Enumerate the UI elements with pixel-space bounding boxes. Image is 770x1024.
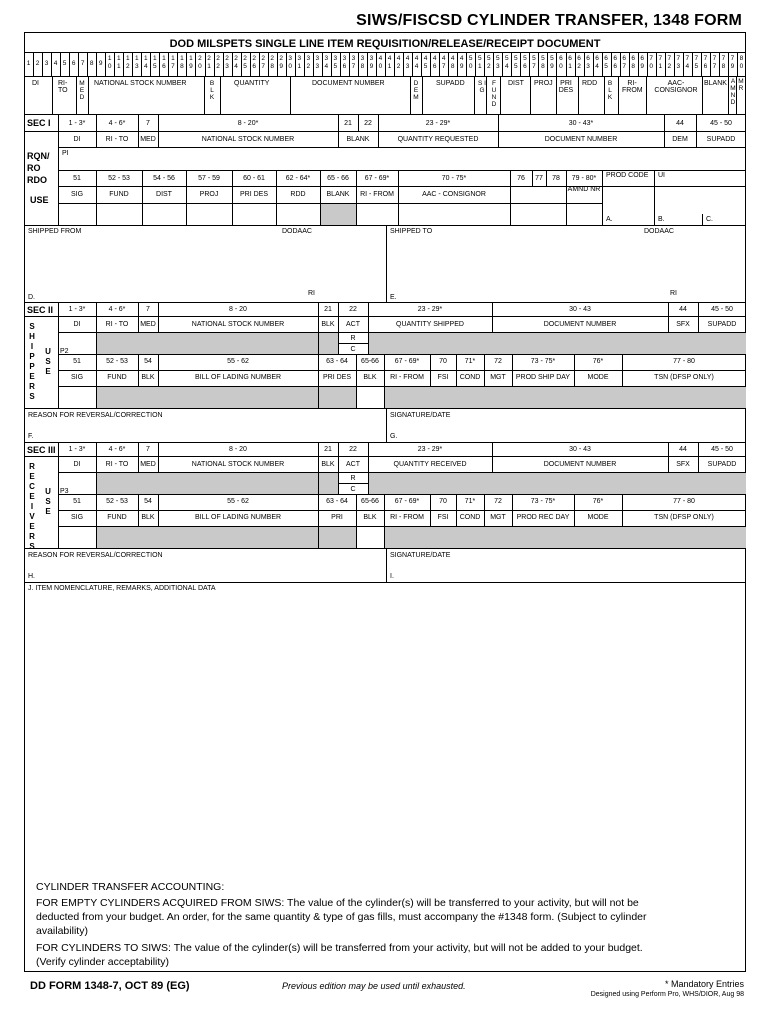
sec2-r3-f: 65-66 — [361, 358, 379, 365]
column-number: 3 — [44, 60, 49, 67]
sec2-r4-e: PRI DES — [322, 374, 351, 381]
column-number: 2 2 — [216, 55, 220, 70]
sec3-r2-c: MED — [140, 461, 156, 468]
s1r3-a: 51 — [73, 175, 81, 182]
sec3-use: U S E — [45, 487, 51, 516]
column-number: 3 1 — [297, 55, 302, 70]
column-number: 7 7 — [712, 55, 717, 70]
sec2-r3-a: 51 — [73, 358, 81, 365]
hdr-ri-from: RI- FROM — [622, 80, 643, 94]
sec2-r4-h: FSI — [437, 374, 449, 381]
column-number: 4 4 — [414, 55, 419, 70]
column-number: 6 1 — [568, 55, 572, 70]
column-number: 4 — [53, 60, 58, 67]
column-number: 2 — [35, 60, 40, 67]
column-number: 4 2 — [396, 55, 401, 70]
sec1-pi: PI — [62, 150, 69, 157]
sec2-r3-h: 70 — [439, 358, 447, 365]
edition-note: Previous edition may be used until exhausted. — [282, 981, 466, 991]
column-number: 5 4 — [505, 55, 509, 70]
sec2-label: SEC II — [27, 305, 54, 315]
sec3-r4-m: TSN (DFSP ONLY) — [654, 514, 714, 521]
sec2-r4-i: COND — [459, 374, 481, 381]
sec2-r1-h: 30 - 43 — [569, 306, 591, 313]
sec3-r3-b: 52 - 53 — [106, 498, 128, 505]
sec2-r1-d: 8 - 20 — [229, 306, 247, 313]
column-number: 7 6 — [703, 55, 708, 70]
sec3-i: I. — [390, 573, 394, 580]
sec2-r3-g: 67 - 69* — [394, 358, 420, 365]
column-number: 6 2 — [577, 55, 581, 70]
shipped-to: SHIPPED TO — [390, 228, 433, 235]
sec2-r3-k: 73 - 75* — [530, 358, 556, 365]
column-number: 1 4 — [144, 55, 148, 70]
column-number: 5 1 — [477, 55, 482, 70]
column-number: 6 7 — [622, 55, 626, 70]
sec2-g: G. — [390, 433, 398, 440]
hdr-ri-to: RI-TO — [58, 80, 68, 94]
s1r3-n: PROD CODE — [606, 172, 649, 179]
s1r4-h: RI - FROM — [360, 191, 394, 198]
column-number: 3 8 — [360, 55, 365, 70]
sec2-c-label: C — [350, 346, 356, 353]
s1r3-l: 78 — [552, 175, 560, 182]
s1r4-f: RDD — [290, 191, 306, 198]
s1r2-a: DI — [73, 136, 81, 143]
column-number: 5 5 — [514, 55, 518, 70]
column-number: 1 9 — [189, 55, 193, 70]
sec2-r1-b: 4 - 6* — [108, 306, 126, 313]
sec3-r1-c: 7 — [146, 446, 150, 453]
column-number: 6 3 — [586, 55, 590, 70]
column-number: 5 9 — [550, 55, 554, 70]
sec3-r4-l: MODE — [587, 514, 609, 521]
remarks-label: J. ITEM NOMENCLATURE, REMARKS, ADDITIONAL DATA — [28, 585, 216, 592]
sec2-r4-m: TSN (DFSP ONLY) — [654, 374, 714, 381]
s1r1-a: 1 - 3* — [68, 120, 86, 127]
sec1-use: USE — [30, 195, 49, 205]
s1r3-k: 77 — [535, 175, 543, 182]
shipped-from: SHIPPED FROM — [28, 228, 82, 235]
sec3-r3-c: 54 — [144, 498, 152, 505]
sec2-r3-b: 52 - 53 — [106, 358, 128, 365]
s1-b: B. — [658, 216, 665, 223]
sec3-r2-a: DI — [73, 461, 81, 468]
sec3-r4-e: PRI — [331, 514, 343, 521]
s1r3-j: 76 — [517, 175, 525, 182]
column-number: 6 — [71, 60, 76, 67]
sec3-r1-a: 1 - 3* — [68, 446, 86, 453]
column-number: 5 3 — [495, 55, 500, 70]
sec3-r4-f: BLK — [363, 514, 377, 521]
sec3-side: R E C E I V E R S — [29, 462, 35, 551]
s1r1-i: 44 — [676, 120, 684, 127]
column-number: 3 2 — [306, 55, 311, 70]
sec2-r4-a: SIG — [70, 374, 84, 381]
sec2-r4-d: BILL OF LADING NUMBER — [194, 374, 282, 381]
sec3-r3-g: 67 - 69* — [394, 498, 420, 505]
column-number: 2 0 — [198, 55, 202, 70]
sec2-r2-f: ACT — [346, 321, 360, 328]
column-number: 6 9 — [640, 55, 644, 70]
column-number: 7 — [80, 60, 85, 67]
sec2-r3-d: 55 - 62 — [227, 358, 249, 365]
column-number: 1 0 — [107, 55, 112, 70]
sec2-r2-a: DI — [73, 321, 81, 328]
column-number: 7 5 — [694, 55, 699, 70]
s1r1-e: 21 — [344, 120, 352, 127]
sec2-r4-c: BLK — [141, 374, 155, 381]
sec2-r1-c: 7 — [146, 306, 150, 313]
column-number: 3 9 — [369, 55, 374, 70]
sec3-r1-b: 4 - 6* — [108, 446, 126, 453]
sec3-r2-g: QUANTITY RECEIVED — [393, 461, 467, 468]
sec2-r4-l: MODE — [587, 374, 609, 381]
s1r4-e: PRI DES — [239, 191, 268, 198]
s1r4-m: AMND NR — [567, 186, 601, 193]
sec2-r2-c: MED — [140, 321, 156, 328]
hdr-sig: S I G — [478, 80, 486, 94]
column-number: 2 8 — [270, 55, 274, 70]
column-number: 2 1 — [207, 55, 211, 70]
s1-shaded-blank — [320, 203, 356, 225]
hdr-blank: BLANK — [704, 80, 727, 87]
sec3-signature: SIGNATURE/DATE — [390, 552, 451, 559]
sec3-r3-j: 72 — [494, 498, 502, 505]
shipped-d: D. — [28, 294, 35, 301]
sec2-r3-j: 72 — [494, 358, 502, 365]
column-number: 8 0 — [739, 55, 744, 70]
column-number: 2 9 — [279, 55, 283, 70]
hdr-aac-consignor: AAC- CONSIGNOR — [654, 80, 698, 94]
sec3-r1-j: 45 - 50 — [711, 446, 733, 453]
s1r3-c: 54 - 56 — [153, 175, 175, 182]
s1r3-o: UI — [658, 172, 665, 179]
column-number: 4 8 — [450, 55, 455, 70]
column-number: 3 0 — [288, 55, 293, 70]
sec2-r1-j: 45 - 50 — [711, 306, 733, 313]
s1r3-d: 57 - 59 — [198, 175, 220, 182]
column-number: 6 0 — [559, 55, 563, 70]
sec3-r3-i: 71* — [464, 498, 476, 505]
column-number: 5 — [62, 60, 67, 67]
sec3-r2-f: ACT — [346, 461, 360, 468]
sec2-r2-d: NATIONAL STOCK NUMBER — [191, 321, 285, 328]
hdr-fund: F U N D — [491, 80, 497, 108]
column-number: 9 — [98, 60, 103, 67]
column-number: 4 7 — [441, 55, 446, 70]
sec3-r1-d: 8 - 20 — [229, 446, 247, 453]
acc-p1c: availability) — [36, 925, 88, 937]
s1r2-e: BLANK — [346, 136, 370, 143]
column-number: 4 5 — [423, 55, 428, 70]
sec3-r3-l: 76* — [592, 498, 604, 505]
column-number: 5 6 — [523, 55, 527, 70]
shipped-to-dodaac: DODAAC — [644, 228, 674, 235]
sec2-r2-j: SUPADD — [707, 321, 737, 328]
sec3-r2-i: SFX — [676, 461, 690, 468]
column-number: 3 4 — [324, 55, 329, 70]
sec3-r3-e: 63 - 64 — [326, 498, 348, 505]
sec2-r-label: R — [350, 335, 356, 342]
sec3-r4-c: BLK — [141, 514, 155, 521]
s1r1-d: 8 - 20* — [237, 120, 259, 127]
column-number: 5 0 — [468, 55, 473, 70]
column-number: 1 8 — [180, 55, 184, 70]
sec3-r2-d: NATIONAL STOCK NUMBER — [191, 461, 285, 468]
shipped-from-ri: RI — [308, 290, 315, 297]
hdr-dem: D E M — [413, 80, 419, 101]
s1r1-g: 23 - 29* — [425, 120, 451, 127]
s1r3-m: 79 - 80* — [571, 175, 597, 182]
hdr-nsn: NATIONAL STOCK NUMBER — [94, 80, 187, 87]
column-number: 7 8 — [721, 55, 726, 70]
hdr-blk: B L K — [209, 80, 215, 101]
sec3-reason: REASON FOR REVERSAL/CORRECTION — [28, 552, 163, 559]
s1r2-g: QUANTITY REQUESTED — [397, 136, 479, 143]
sec2-r4-g: RI - FROM — [390, 374, 424, 381]
sec2-use: U S E — [45, 347, 51, 376]
s1r2-d: NATIONAL STOCK NUMBER — [201, 136, 295, 143]
sec2-r2-i: SFX — [676, 321, 690, 328]
sec3-c-label: C — [350, 486, 356, 493]
hdr-rdd: RDD — [582, 80, 598, 87]
s1r1-h: 30 - 43* — [568, 120, 594, 127]
sec2-r1-e: 21 — [324, 306, 332, 313]
sec3-r1-g: 23 - 29* — [417, 446, 443, 453]
column-number: 3 6 — [342, 55, 347, 70]
sec3-r4-b: FUND — [107, 514, 127, 521]
hdr-proj: PROJ — [534, 80, 553, 87]
sec2-f: F. — [28, 433, 34, 440]
sec3-r4-a: SIG — [70, 514, 84, 521]
sec2-r2-b: RI - TO — [105, 321, 129, 328]
column-number: 4 3 — [405, 55, 410, 70]
s1r3-g: 65 - 66 — [327, 175, 349, 182]
hdr-doc-number: DOCUMENT NUMBER — [312, 80, 385, 87]
column-number: 7 3 — [676, 55, 681, 70]
column-number: 3 7 — [351, 55, 356, 70]
column-number: 7 2 — [667, 55, 672, 70]
hdr-mr: M R — [738, 78, 744, 92]
designed-note: Designed using Perform Pro, WHS/DIOR, Aug 98 — [590, 991, 744, 998]
sec3-r2-e: BLK — [321, 461, 335, 468]
column-number: 2 7 — [261, 55, 265, 70]
hdr-blk2: B L K — [607, 80, 613, 101]
sec3-r1-f: 22 — [349, 446, 357, 453]
s1r1-c: 7 — [146, 120, 150, 127]
s1r3-i: 70 - 75* — [441, 175, 467, 182]
column-number: 2 6 — [252, 55, 256, 70]
s1r4-g: BLANK — [326, 191, 350, 198]
sec3-p: P3 — [60, 488, 69, 495]
sec3-r3-f: 65-66 — [361, 498, 379, 505]
column-number: 1 2 — [125, 55, 130, 70]
s1r1-j: 45 - 50 — [710, 120, 732, 127]
sec2-r3-l: 76* — [592, 358, 604, 365]
s1r2-b: RI - TO — [105, 136, 129, 143]
column-number: 7 4 — [685, 55, 690, 70]
column-number: 2 5 — [243, 55, 247, 70]
sec3-r3-k: 73 - 75* — [530, 498, 556, 505]
column-number: 6 8 — [631, 55, 635, 70]
sec2-r2-h: DOCUMENT NUMBER — [543, 321, 617, 328]
sec3-r3-h: 70 — [439, 498, 447, 505]
s1r4-d: PROJ — [199, 191, 219, 198]
sec2-r4-b: FUND — [107, 374, 127, 381]
acc-heading: CYLINDER TRANSFER ACCOUNTING: — [36, 881, 225, 893]
sec2-r4-k: PROD SHIP DAY — [515, 374, 571, 381]
s1r4-i: AAC - CONSIGNOR — [422, 191, 486, 198]
column-number: 4 0 — [378, 55, 383, 70]
column-number: 1 3 — [134, 55, 139, 70]
column-number: 1 5 — [153, 55, 157, 70]
sec2-side: S H I P P E R S — [29, 322, 35, 401]
column-number: 5 8 — [541, 55, 545, 70]
sec3-r3-a: 51 — [73, 498, 81, 505]
s1r2-c: MED — [140, 136, 156, 143]
s1r2-i: DEM — [672, 136, 688, 143]
s1r2-h: DOCUMENT NUMBER — [544, 136, 618, 143]
shipped-e: E. — [390, 294, 397, 301]
s1r3-h: 67 - 69* — [364, 175, 390, 182]
sec3-r2-h: DOCUMENT NUMBER — [543, 461, 617, 468]
sec2-r2-g: QUANTITY SHIPPED — [396, 321, 464, 328]
sec2-p: P2 — [60, 348, 69, 355]
sec2-r1-i: 44 — [679, 306, 687, 313]
sec2-r3-c: 54 — [144, 358, 152, 365]
form-number: DD FORM 1348-7, OCT 89 (EG) — [30, 980, 190, 992]
sec3-r3-m: 77 - 80 — [673, 498, 695, 505]
column-number: 6 4 — [595, 55, 599, 70]
s1r4-b: FUND — [109, 191, 129, 198]
acc-p1a: FOR EMPTY CYLINDERS ACQUIRED FROM SIWS: The value of the cylinder(s) will be transferred to your activity, but will not be — [36, 897, 639, 909]
s1r3-f: 62 - 64* — [285, 175, 311, 182]
acc-p2b: (Verify cylinder acceptability) — [36, 956, 170, 968]
column-number: 6 5 — [604, 55, 608, 70]
column-number: 3 5 — [333, 55, 338, 70]
s1r1-b: 4 - 6* — [108, 120, 126, 127]
sec3-r3-d: 55 - 62 — [227, 498, 249, 505]
shipped-to-ri: RI — [670, 290, 677, 297]
column-number: 7 0 — [649, 55, 654, 70]
column-number: 6 6 — [613, 55, 617, 70]
hdr-supadd: SUPADD — [436, 80, 465, 87]
sec2-r4-j: MGT — [490, 374, 506, 381]
sec2-r2-e: BLK — [321, 321, 335, 328]
sec3-r4-g: RI - FROM — [390, 514, 424, 521]
s1-a: A. — [606, 216, 613, 223]
acc-p1b: deducted from your budget. An order, for the same quantity & type of gas fills, must accompany the #1348 form. (Subject to cylinder — [36, 911, 647, 923]
hdr-dist: DIST — [508, 80, 524, 87]
sec3-r4-i: COND — [459, 514, 481, 521]
sec3-label: SEC III — [27, 445, 56, 455]
sec3-r1-h: 30 - 43 — [569, 446, 591, 453]
s1r3-e: 60 - 61 — [243, 175, 265, 182]
column-number: 7 1 — [658, 55, 663, 70]
sec3-r1-e: 21 — [324, 446, 332, 453]
shipped-from-dodaac: DODAAC — [282, 228, 312, 235]
sec3-r1-i: 44 — [679, 446, 687, 453]
column-number: 1 — [26, 60, 31, 67]
column-number: 8 — [89, 60, 94, 67]
sec3-r2-b: RI - TO — [105, 461, 129, 468]
column-number: 1 7 — [171, 55, 175, 70]
s1r1-f: 22 — [364, 120, 372, 127]
sec1-label: SEC I — [27, 118, 51, 128]
sec2-r3-m: 77 - 80 — [673, 358, 695, 365]
s1r3-b: 52 - 53 — [108, 175, 130, 182]
sec2-signature: SIGNATURE/DATE — [390, 412, 451, 419]
column-number: 4 1 — [387, 55, 392, 70]
column-number: 2 4 — [234, 55, 238, 70]
hdr-pri-des: PRI DES — [558, 80, 574, 94]
mandatory-note: * Mandatory Entries — [664, 979, 744, 989]
column-number: 7 9 — [730, 55, 735, 70]
sec2-r3-i: 71* — [464, 358, 476, 365]
sec2-r1-a: 1 - 3* — [68, 306, 86, 313]
sec3-r4-j: MGT — [490, 514, 506, 521]
column-number: 5 2 — [486, 55, 491, 70]
column-number: 4 9 — [459, 55, 464, 70]
s1r2-j: SUPADD — [706, 136, 736, 143]
column-number: 5 7 — [532, 55, 536, 70]
acc-p2a: FOR CYLINDERS TO SIWS: The value of the cylinder(s) will be transferred from your activity, but will not be added to your budget. — [36, 942, 643, 954]
sec3-h: H. — [28, 573, 35, 580]
sec2-r3-e: 63 - 64 — [326, 358, 348, 365]
sec3-r-label: R — [350, 475, 356, 482]
hdr-med: M E D — [79, 80, 85, 101]
hdr-quantity: QUANTITY — [234, 80, 270, 87]
form-title: SIWS/FISCSD CYLINDER TRANSFER, 1348 FORM — [356, 12, 742, 29]
sec3-r4-d: BILL OF LADING NUMBER — [194, 514, 282, 521]
s1r4-a: SIG — [70, 191, 84, 198]
sec2-reason: REASON FOR REVERSAL/CORRECTION — [28, 412, 163, 419]
form-subtitle: DOD MILSPETS SINGLE LINE ITEM REQUISITION/RELEASE/RECEIPT DOCUMENT — [169, 38, 601, 50]
sec2-r1-g: 23 - 29* — [417, 306, 443, 313]
sec1-rqn: RQN/ RO RDO — [27, 151, 50, 185]
column-number: 1 1 — [116, 55, 121, 70]
sec2-r4-f: BLK — [363, 374, 377, 381]
s1r4-c: DIST — [156, 191, 172, 198]
column-number: 2 3 — [225, 55, 229, 70]
column-number: 1 6 — [162, 55, 166, 70]
sec2-r1-f: 22 — [349, 306, 357, 313]
sec3-r2-j: SUPADD — [707, 461, 737, 468]
s1-c: C. — [706, 216, 713, 223]
sec3-r4-k: PROD REC DAY — [516, 514, 570, 521]
hdr-amnd: A M N D — [730, 78, 736, 106]
column-number: 4 6 — [432, 55, 437, 70]
sec3-r4-h: FSI — [437, 514, 449, 521]
hdr-di: DI — [32, 80, 39, 87]
column-number: 3 3 — [315, 55, 320, 70]
